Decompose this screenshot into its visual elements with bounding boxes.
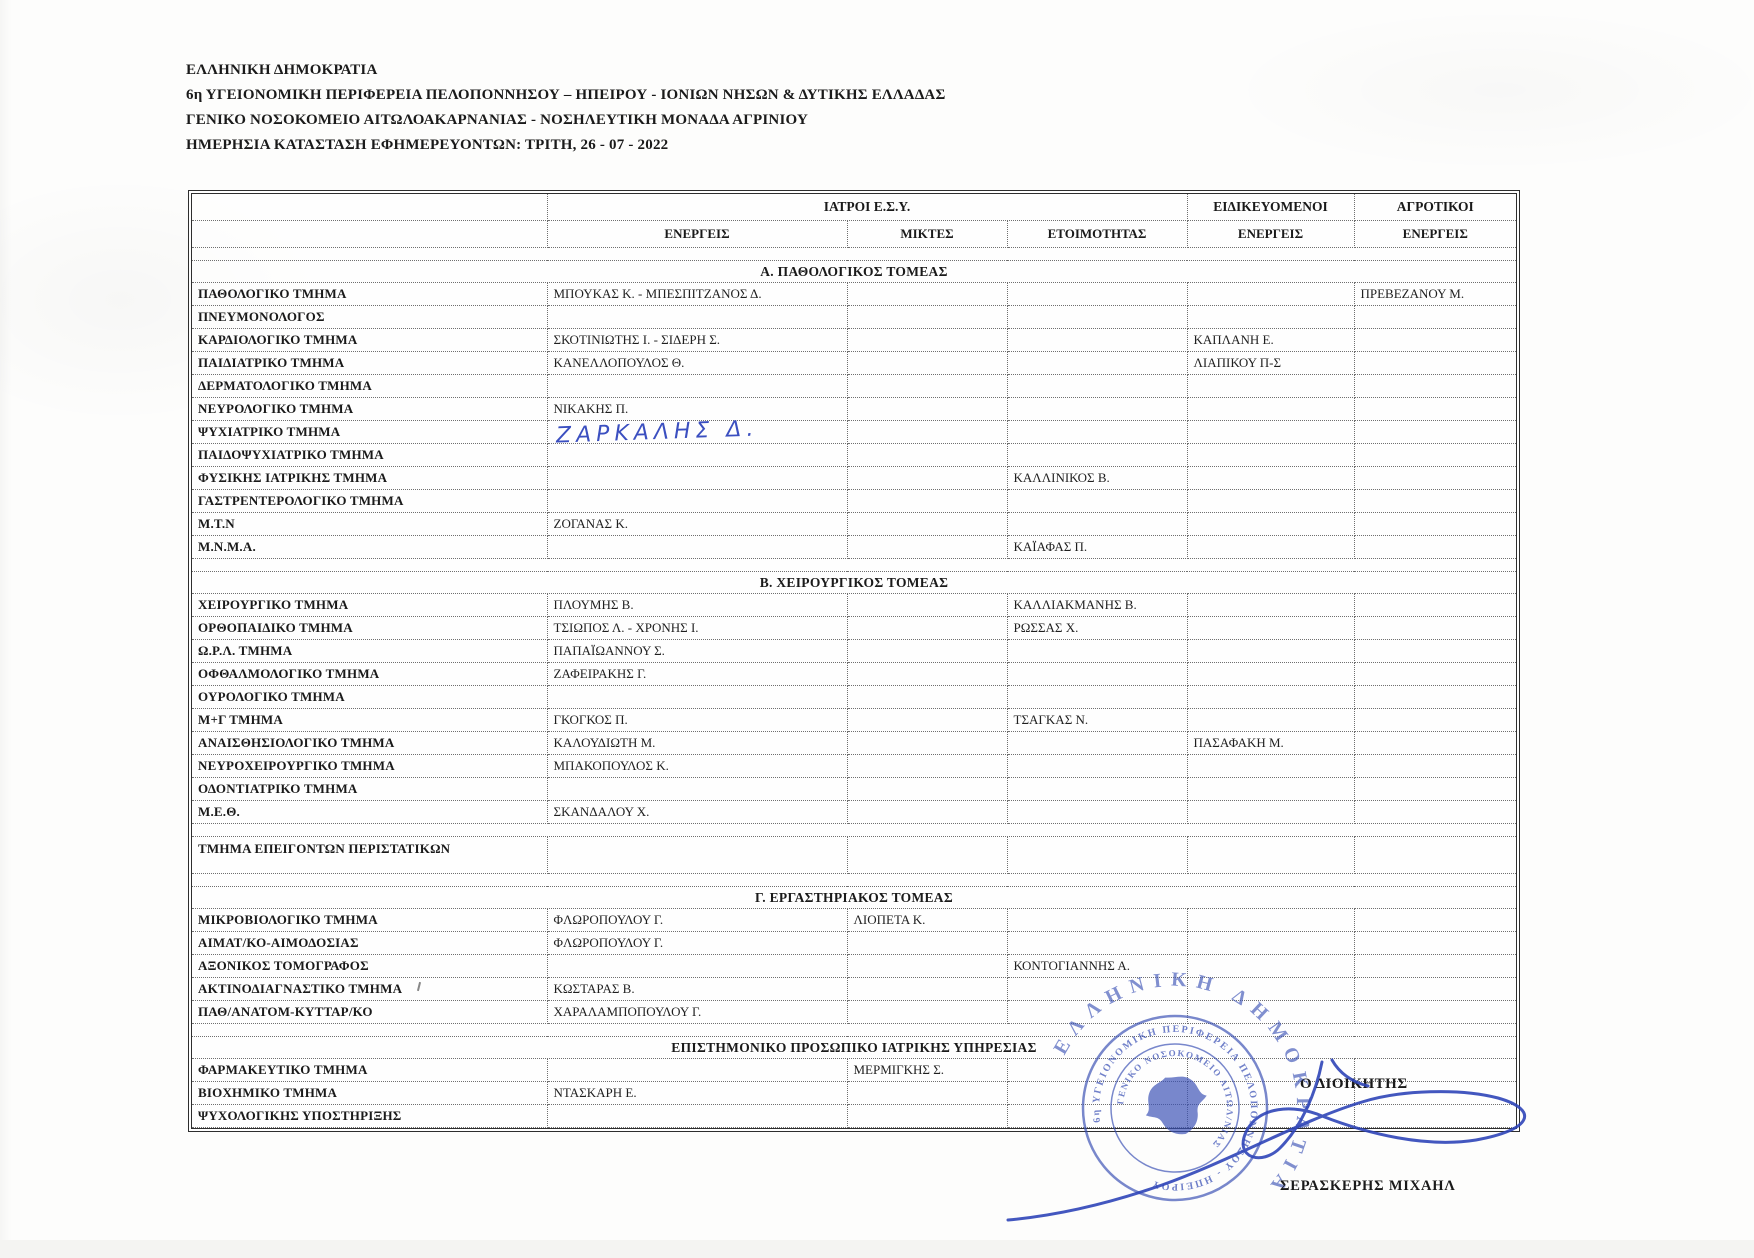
eidikeyomenoi-cell [1187,490,1354,513]
roster-row [192,490,1516,513]
spacer-row [192,874,1516,887]
miktes-cell: ΜΕΡΜΙΓΚΗΣ Σ. [847,1059,1007,1082]
etoimotitas-cell: ΚΑΛΛΙΑΚΜΑΝΗΣ Β. [1007,594,1187,617]
corner-cell [192,221,547,248]
energeis-cell [547,375,847,398]
stamp-outer-text: ΕΛΛΗΝΙΚΗ ΔΗΜΟΚΡΑΤΙΑ [1049,968,1315,1203]
dept-cell: ΟΡΘΟΠΑΙΔΙΚΟ ΤΜΗΜΑ [192,617,547,640]
miktes-cell [847,617,1007,640]
dept-cell: ΦΥΣΙΚΗΣ ΙΑΤΡΙΚΗΣ ΤΜΗΜΑ [192,467,547,490]
agrotikoi-cell [1354,909,1516,932]
agrotikoi-cell [1354,352,1516,375]
miktes-cell [847,955,1007,978]
etoimotitas-cell [1007,909,1187,932]
dept-cell: ΨΥΧΟΛΟΓΙΚΗΣ ΥΠΟΣΤΗΡΙΞΗΣ [192,1105,547,1128]
energeis-cell: ΣΚΑΝΔΑΛΟΥ Χ. [547,801,847,824]
section-title-row [192,572,1516,594]
etoimotitas-cell [1007,306,1187,329]
dept-cell: ΧΕΙΡΟΥΡΓΙΚΟ ΤΜΗΜΑ [192,594,547,617]
energeis-cell [547,1059,847,1082]
miktes-cell [847,709,1007,732]
miktes-cell [847,513,1007,536]
energeis-cell: ΜΠΟΥΚΑΣ Κ. - ΜΠΕΣΠΙΤΖΑΝΟΣ Δ. [547,283,847,306]
etoimotitas-cell [1007,352,1187,375]
dept-cell: ΟΥΡΟΛΟΓΙΚΟ ΤΜΗΜΑ [192,686,547,709]
agrotikoi-cell [1354,755,1516,778]
energeis-cell [547,1105,847,1128]
energeis-cell: ΖΑΦΕΙΡΑΚΗΣ Γ. [547,663,847,686]
eidikeyomenoi-cell [1187,306,1354,329]
dept-cell: ΓΑΣΤΡΕΝΤΕΡΟΛΟΓΙΚΟ ΤΜΗΜΑ [192,490,547,513]
roster-row [192,732,1516,755]
etoimotitas-cell [1007,283,1187,306]
energeis-cell: ΠΑΠΑΪΩΑΝΝΟΥ Σ. [547,640,847,663]
roster-row [192,375,1516,398]
eidikeyomenoi-cell [1187,375,1354,398]
agrotikoi-cell [1354,421,1516,444]
document-title-date: ΗΜΕΡΗΣΙΑ ΚΑΤΑΣΤΑΣΗ ΕΦΗΜΕΡΕΥΟΝΤΩΝ: ΤΡΙΤΗ, 26 - 07 - 2022 [186,137,669,153]
energeis-cell: ΧΑΡΑΛΑΜΠΟΠΟΥΛΟΥ Γ. [547,1001,847,1024]
etoimotitas-cell: ΚΑΛΛΙΝΙΚΟΣ Β. [1007,467,1187,490]
eidikeyomenoi-cell [1187,686,1354,709]
dept-cell: ΑΙΜΑΤ/ΚΟ-ΑΙΜΟΔΟΣΙΑΣ [192,932,547,955]
agrotikoi-cell [1354,663,1516,686]
signer-title: Ο ΔΙΟΙΚΗΤΗΣ [1300,1076,1408,1092]
agrotikoi-cell [1354,837,1516,874]
miktes-cell [847,283,1007,306]
roster-row [192,306,1516,329]
spacer-row [192,824,1516,837]
spacer-cell [192,248,1516,261]
agrotikoi-cell [1354,444,1516,467]
energeis-cell: ΚΑΝΕΛΛΟΠΟΥΛΟΣ Θ. [547,352,847,375]
sub-header-eid-energeis: ΕΝΕΡΓΕΙΣ [1187,221,1354,248]
etoimotitas-cell [1007,732,1187,755]
dept-cell: ΔΕΡΜΑΤΟΛΟΓΙΚΟ ΤΜΗΜΑ [192,375,547,398]
agrotikoi-cell [1354,617,1516,640]
energeis-cell [547,536,847,559]
energeis-cell: ΣΚΟΤΙΝΙΩΤΗΣ Ι. - ΣΙΔΕΡΗ Σ. [547,329,847,352]
group-header-agrotikoi: ΑΓΡΟΤΙΚΟΙ [1354,194,1516,221]
agrotikoi-cell [1354,640,1516,663]
eidikeyomenoi-cell: ΚΑΠΛΑΝΗ Ε. [1187,329,1354,352]
miktes-cell [847,837,1007,874]
eidikeyomenoi-cell [1187,536,1354,559]
etoimotitas-cell [1007,329,1187,352]
group-header-esy: ΙΑΤΡΟΙ Ε.Σ.Υ. [547,194,1187,221]
corner-cell [192,194,547,221]
etoimotitas-cell [1007,801,1187,824]
etoimotitas-cell [1007,490,1187,513]
energeis-cell [547,306,847,329]
etoimotitas-cell [1007,755,1187,778]
dept-cell: ΝΕΥΡΟΛΟΓΙΚΟ ΤΜΗΜΑ [192,398,547,421]
roster-row [192,513,1516,536]
eidikeyomenoi-cell [1187,594,1354,617]
energeis-cell: ΜΠΑΚΟΠΟΥΛΟΣ Κ. [547,755,847,778]
dept-cell: Μ.Ε.Θ. [192,801,547,824]
roster-row [192,398,1516,421]
miktes-cell [847,375,1007,398]
dept-cell: ΠΑΘΟΛΟΓΙΚΟ ΤΜΗΜΑ [192,283,547,306]
dept-cell: ΑΝΑΙΣΘΗΣΙΟΛΟΓΙΚΟ ΤΜΗΜΑ [192,732,547,755]
agrotikoi-cell [1354,732,1516,755]
handwritten-entry: ΖΑΡΚΑΛΗΣ Δ. [555,416,759,449]
dept-cell: ΟΔΟΝΤΙΑΤΡΙΚΟ ΤΜΗΜΑ [192,778,547,801]
energeis-cell: ΝΤΑΣΚΑΡΗ Ε. [547,1082,847,1105]
energeis-cell [547,837,847,874]
miktes-cell [847,663,1007,686]
energeis-cell [547,490,847,513]
agrotikoi-cell [1354,686,1516,709]
miktes-cell [847,978,1007,1001]
sub-header-etoimotitas: ΕΤΟΙΜΟΤΗΤΑΣ [1007,221,1187,248]
agrotikoi-cell [1354,978,1516,1001]
agrotikoi-cell [1354,467,1516,490]
sub-header-energeis: ΕΝΕΡΓΕΙΣ [547,221,847,248]
dept-cell: ΠΑΙΔΙΑΤΡΙΚΟ ΤΜΗΜΑ [192,352,547,375]
energeis-cell: ΚΩΣΤΑΡΑΣ Β. [547,978,847,1001]
energeis-cell [547,467,847,490]
miktes-cell [847,1001,1007,1024]
energeis-cell: ΦΛΩΡΟΠΟΥΛΟΥ Γ. [547,909,847,932]
agrotikoi-cell [1354,490,1516,513]
spacer-cell [192,874,1516,887]
eidikeyomenoi-cell [1187,467,1354,490]
agrotikoi-cell [1354,594,1516,617]
dept-cell: ΟΦΘΑΛΜΟΛΟΓΙΚΟ ΤΜΗΜΑ [192,663,547,686]
roster-row [192,283,1516,306]
sub-header-agr-energeis: ΕΝΕΡΓΕΙΣ [1354,221,1516,248]
energeis-cell: ΠΛΟΥΜΗΣ Β. [547,594,847,617]
section-title: Β. ΧΕΙΡΟΥΡΓΙΚΟΣ ΤΟΜΕΑΣ [192,572,1516,594]
stamp-inner-text: ΓΕΝΙΚΟ ΝΟΣΟΚΟΜΕΙΟ ΑΙΤΩΛ/ΝΙΑΣ [1115,1047,1236,1151]
miktes-cell [847,536,1007,559]
section-title: Γ. ΕΡΓΑΣΤΗΡΙΑΚΟΣ ΤΟΜΕΑΣ [192,887,1516,909]
eidikeyomenoi-cell [1187,421,1354,444]
roster-row [192,801,1516,824]
energeis-cell [547,778,847,801]
eidikeyomenoi-cell [1187,801,1354,824]
miktes-cell [847,444,1007,467]
dept-cell: ΨΥΧΙΑΤΡΙΚΟ ΤΜΗΜΑ [192,421,547,444]
eidikeyomenoi-cell: ΛΙΑΠΙΚΟΥ Π-Σ [1187,352,1354,375]
miktes-cell [847,755,1007,778]
etoimotitas-cell: ΤΣΑΓΚΑΣ Ν. [1007,709,1187,732]
roster-row [192,709,1516,732]
miktes-cell [847,932,1007,955]
etoimotitas-cell [1007,421,1187,444]
etoimotitas-cell: ΚΑΪΑΦΑΣ Π. [1007,536,1187,559]
stamp-ring-text: 6η ΥΓΕΙΟΝΟΜΙΚΗ ΠΕΡΙΦΕΡΕΙΑ ΠΕΛΟΠΟΝΝΗΣΟΥ - ΗΠΕΙΡΟΥ [1090,1023,1260,1193]
eidikeyomenoi-cell [1187,398,1354,421]
etoimotitas-cell [1007,640,1187,663]
miktes-cell [847,778,1007,801]
energeis-cell: ΤΣΙΩΠΟΣ Λ. - ΧΡΟΝΗΣ Ι. [547,617,847,640]
eidikeyomenoi-cell [1187,663,1354,686]
etoimotitas-cell: ΡΩΣΣΑΣ Χ. [1007,617,1187,640]
etoimotitas-cell [1007,513,1187,536]
miktes-cell [847,352,1007,375]
agrotikoi-cell [1354,709,1516,732]
energeis-cell [547,955,847,978]
eidikeyomenoi-cell [1187,640,1354,663]
eidikeyomenoi-cell [1187,755,1354,778]
miktes-cell [847,467,1007,490]
etoimotitas-cell [1007,686,1187,709]
section-title: Α. ΠΑΘΟΛΟΓΙΚΟΣ ΤΟΜΕΑΣ [192,261,1516,283]
agrotikoi-cell [1354,1001,1516,1024]
energeis-cell: ΚΑΛΟΥΔΙΩΤΗ Μ. [547,732,847,755]
roster-row [192,837,1516,874]
roster-row [192,640,1516,663]
roster-row [192,755,1516,778]
etoimotitas-cell [1007,444,1187,467]
table-sub-header-row [192,221,1516,248]
eidikeyomenoi-cell [1187,837,1354,874]
eidikeyomenoi-cell [1187,283,1354,306]
agrotikoi-cell [1354,955,1516,978]
miktes-cell [847,686,1007,709]
energeis-cell [547,416,847,449]
signer-name: ΣΕΡΑΣΚΕΡΗΣ ΜΙΧΑΗΛ [1280,1178,1456,1194]
table-group-header-row [192,194,1516,221]
energeis-cell: ΓΚΟΓΚΟΣ Π. [547,709,847,732]
eidikeyomenoi-cell: ΠΑΣΑΦΑΚΗ Μ. [1187,732,1354,755]
miktes-cell [847,732,1007,755]
dept-cell: Μ+Γ ΤΜΗΜΑ [192,709,547,732]
roster-row [192,329,1516,352]
dept-cell: Μ.Ν.Μ.Α. [192,536,547,559]
roster-row [192,617,1516,640]
eidikeyomenoi-cell [1187,617,1354,640]
roster-row [192,352,1516,375]
eidikeyomenoi-cell [1187,513,1354,536]
dept-cell: ΜΙΚΡΟΒΙΟΛΟΓΙΚΟ ΤΜΗΜΑ [192,909,547,932]
section-title-row [192,261,1516,283]
miktes-cell: ΛΙΟΠΕΤΑ Κ. [847,909,1007,932]
agrotikoi-cell [1354,513,1516,536]
roster-row [192,686,1516,709]
letterhead-line-republic: ΕΛΛΗΝΙΚΗ ΔΗΜΟΚΡΑΤΙΑ [186,62,378,78]
agrotikoi-cell [1354,375,1516,398]
dept-cell: ΑΞΟΝΙΚΟΣ ΤΟΜΟΓΡΑΦΟΣ [192,955,547,978]
miktes-cell [847,398,1007,421]
agrotikoi-cell [1354,329,1516,352]
dept-cell: ΑΚΤΙΝΟΔΙΑΓΝΑΣΤΙΚΟ ΤΜΗΜΑ [192,978,547,1001]
roster-row [192,444,1516,467]
roster-row [192,778,1516,801]
letterhead [186,58,945,158]
roster-row [192,909,1516,932]
spacer-row [192,559,1516,572]
miktes-cell [847,594,1007,617]
roster-row [192,663,1516,686]
eidikeyomenoi-cell [1187,709,1354,732]
etoimotitas-cell: ΚΟΝΤΟΓΙΑΝΝΗΣ Α. [1007,955,1187,978]
roster-row [192,421,1516,444]
dept-cell: ΚΑΡΔΙΟΛΟΓΙΚΟ ΤΜΗΜΑ [192,329,547,352]
energeis-cell: ΖΟΓΑΝΑΣ Κ. [547,513,847,536]
miktes-cell [847,490,1007,513]
dept-cell: ΤΜΗΜΑ ΕΠΕΙΓΟΝΤΩΝ ΠΕΡΙΣΤΑΤΙΚΩΝ [192,837,547,874]
spacer-row [192,248,1516,261]
signature [980,1030,1580,1240]
letterhead-line-health-region: 6η ΥΓΕΙΟΝΟΜΙΚΗ ΠΕΡΙΦΕΡΕΙΑ ΠΕΛΟΠΟΝΝΗΣΟΥ – ΗΠΕΙΡΟΥ - ΙΟΝΙΩΝ ΝΗΣΩΝ & ΔΥΤΙΚΗΣ ΕΛΛΑΔΑΣ [186,87,946,103]
section-title: ΕΠΙΣΤΗΜΟΝΙΚΟ ΠΡΟΣΩΠΙΚΟ ΙΑΤΡΙΚΗΣ ΥΠΗΡΕΣΙΑΣ [192,1037,1516,1059]
sub-header-miktes: ΜΙΚΤΕΣ [847,221,1007,248]
dept-cell: ΒΙΟΧΗΜΙΚΟ ΤΜΗΜΑ [192,1082,547,1105]
section-title-row [192,887,1516,909]
energeis-cell: ΦΛΩΡΟΠΟΥΛΟΥ Γ. [547,932,847,955]
miktes-cell [847,306,1007,329]
spacer-cell [192,824,1516,837]
eidikeyomenoi-cell [1187,778,1354,801]
roster-row [192,594,1516,617]
dept-cell: ΠΑΘ/ΑΝΑΤΟΜ-ΚΥΤΤΑΡ/ΚΟ [192,1001,547,1024]
dept-cell: ΠΝΕΥΜΟΝΟΛΟΓΟΣ [192,306,547,329]
miktes-cell [847,421,1007,444]
etoimotitas-cell [1007,398,1187,421]
etoimotitas-cell [1007,837,1187,874]
agrotikoi-cell: ΠΡΕΒΕΖΑΝΟΥ Μ. [1354,283,1516,306]
etoimotitas-cell [1007,778,1187,801]
roster-row [192,536,1516,559]
agrotikoi-cell [1354,778,1516,801]
spacer-cell [192,559,1516,572]
miktes-cell [847,329,1007,352]
etoimotitas-cell [1007,375,1187,398]
agrotikoi-cell [1354,932,1516,955]
agrotikoi-cell [1354,306,1516,329]
dept-cell: ΠΑΙΔΟΨΥΧΙΑΤΡΙΚΟ ΤΜΗΜΑ [192,444,547,467]
agrotikoi-cell [1354,398,1516,421]
roster-row [192,467,1516,490]
dept-cell: ΦΑΡΜΑΚΕΥΤΙΚΟ ΤΜΗΜΑ [192,1059,547,1082]
letterhead-line-hospital: ΓΕΝΙΚΟ ΝΟΣΟΚΟΜΕΙΟ ΑΙΤΩΛΟΑΚΑΡΝΑΝΙΑΣ - ΝΟΣΗΛΕΥΤΙΚΗ ΜΟΝΑΔΑ ΑΓΡΙΝΙΟΥ [186,112,809,128]
group-header-eidikeyomenoi: ΕΙΔΙΚΕΥΟΜΕΝΟΙ [1187,194,1354,221]
etoimotitas-cell [1007,663,1187,686]
miktes-cell [847,801,1007,824]
miktes-cell [847,640,1007,663]
agrotikoi-cell [1354,801,1516,824]
eidikeyomenoi-cell [1187,444,1354,467]
dept-cell: Ω.Ρ.Λ. ΤΜΗΜΑ [192,640,547,663]
energeis-cell: ΝΙΚΑΚΗΣ Π. [547,398,847,421]
energeis-cell [547,686,847,709]
eidikeyomenoi-cell [1187,909,1354,932]
dept-cell: ΝΕΥΡΟΧΕΙΡΟΥΡΓΙΚΟ ΤΜΗΜΑ [192,755,547,778]
dept-cell: Μ.Τ.Ν [192,513,547,536]
agrotikoi-cell [1354,536,1516,559]
